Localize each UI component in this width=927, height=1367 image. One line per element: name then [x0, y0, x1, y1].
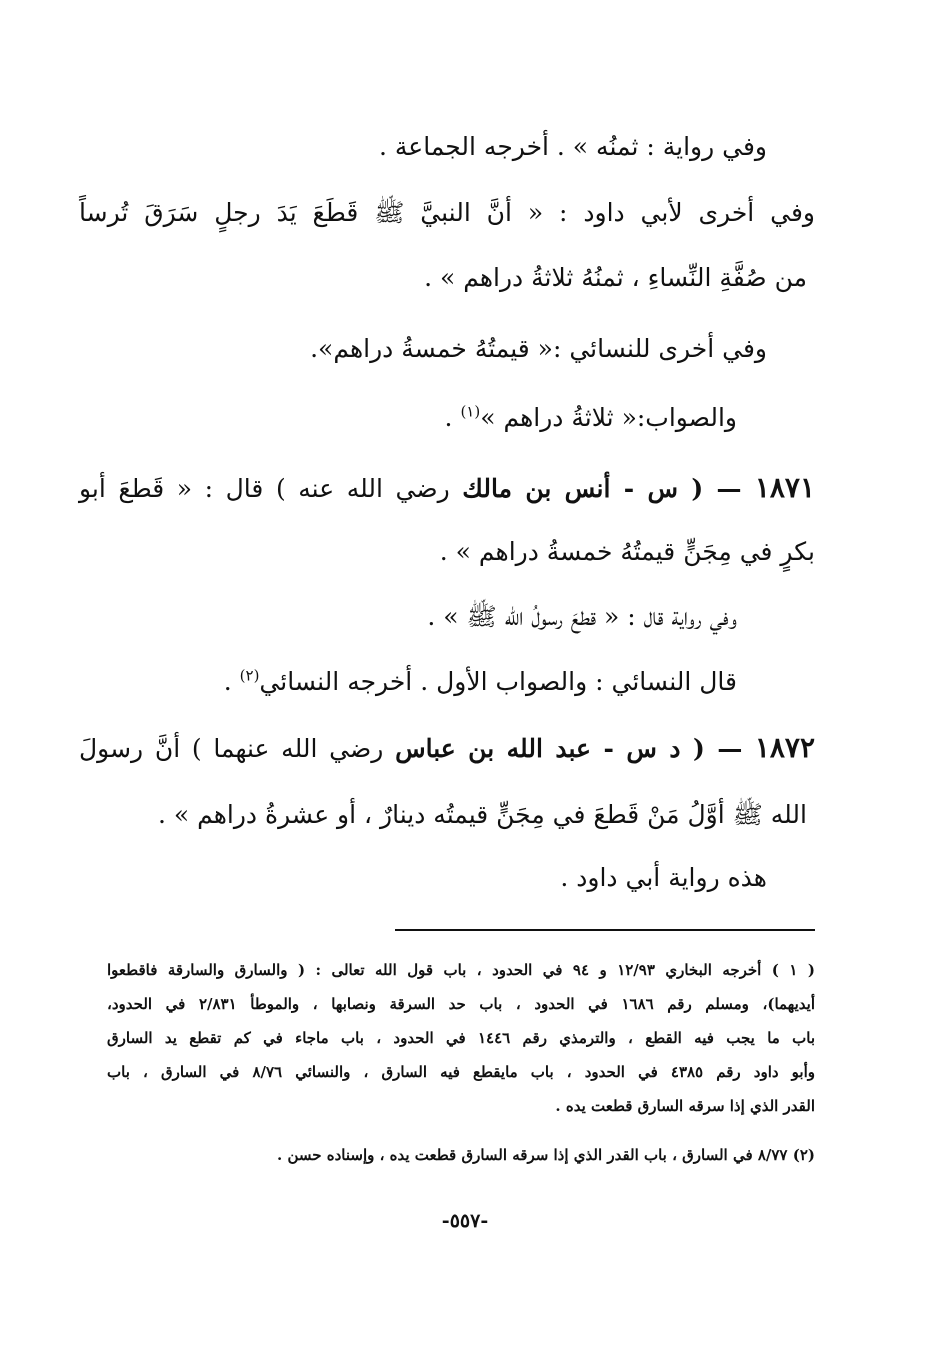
footnote-1-line-3: [107, 1026, 815, 1050]
footnote-separator: [395, 929, 815, 931]
footnote-1-line-2-text: أيديهما)، ومسلم رقم ١٦٨٦ في الحدود ، باب حد السرقة ونصابها ، والموطأ ٢/٨٣١ في الحدود،: [107, 995, 815, 1013]
footnote-2-text: (٢) ٨/٧٧ في السارق ، باب القدر الذي إذا سرقه السارق قطعت يده ، وإسناده حسن .: [277, 1146, 815, 1164]
hadith-1871-source: — ( س - أنس بن مالك: [462, 474, 755, 503]
hadith-number-1871: ١٨٧١: [754, 471, 815, 504]
text-line-9-content: قال النسائي : والصواب الأول . أخرجه النسائي: [259, 667, 737, 696]
hadith-1871-text: رضي الله عنه ) قال : « قَطعَ أبو: [79, 474, 463, 503]
text-line-5: [445, 398, 737, 438]
text-line-8: [427, 597, 737, 637]
footnote-marker-2[interactable]: (٢): [239, 666, 260, 685]
text-line-1-content: وفي رواية : ثمنُه » . أخرجه الجماعة .: [378, 132, 767, 161]
text-line-7: [440, 532, 815, 572]
hadith-number-1872: ١٨٧٢: [754, 731, 815, 764]
text-line-7-content: بكرٍ في مِجَنٍّ قيمتُهُ خمسةُ دراهم » .: [439, 537, 815, 566]
footnote-1-line-4-text: وأبو داود رقم ٤٣٨٥ في الحدود ، باب مايقطع فيه السارق ، والنسائي ٨/٧٦ في السارق ، باب: [107, 1063, 815, 1081]
text-line-2: [79, 193, 815, 233]
text-line-11-content: الله ﷺ أوَّلُ مَنْ قَطعَ في مِجَنٍّ قيمتُه دينارٌ ، أو عشرةُ دراهم » .: [157, 800, 807, 829]
text-line-12-content: هذه رواية أبي داود .: [560, 863, 767, 892]
text-line-8-content: وفي رواية قال : « قطعَ رسولُ الله ﷺ » .: [427, 602, 737, 631]
footnote-1-line-1-text: ( ١ ) أخرجه البخاري ١٢/٩٣ و ٩٤ في الحدود ، باب قول الله تعالى : ( والسارق والسارقة فاقطعوا: [107, 961, 815, 979]
text-line-2-content: وفي أخرى لأبي داود : « أنَّ النبيَّ ﷺ قَطَعَ يَدَ رجلٍ سَرَقَ تُرساً: [79, 198, 815, 227]
footnote-1-line-5: [555, 1094, 815, 1118]
footnote-1-line-4: [107, 1060, 815, 1084]
text-line-5-end: .: [444, 403, 461, 432]
text-line-9-end: .: [223, 667, 240, 696]
footnote-1-line-3-text: باب ما يجب فيه القطع ، والترمذي رقم ١٤٤٦ في الحدود ، باب ماجاء في كم تقطع يد السارق: [107, 1029, 815, 1047]
text-line-12: [560, 858, 767, 898]
footnote-2: [277, 1143, 815, 1167]
text-line-1: [379, 127, 767, 167]
hadith-1872-heading: [79, 728, 815, 769]
footnote-1-line-5-text: القدر الذي إذا سرقه السارق قطعت يده .: [555, 1097, 815, 1115]
footnote-marker-1[interactable]: (١): [460, 402, 481, 421]
text-line-5-content: والصواب:« ثلاثةُ دراهم »: [480, 403, 737, 432]
hadith-1872-text: رضي الله عنهما ) أنَّ رسولَ: [79, 734, 396, 763]
footnote-1-line-2: [107, 992, 815, 1016]
hadith-1872-source: — ( د س - عبد الله بن عباس: [395, 734, 755, 763]
text-line-4: [310, 329, 767, 369]
text-line-3-content: من صُفَّةِ النِّساءِ ، ثمنُهُ ثلاثةُ دراهم » .: [424, 263, 807, 292]
text-line-9: [224, 662, 737, 702]
text-line-11: [158, 795, 807, 835]
text-line-3: [424, 258, 807, 298]
hadith-1871-heading: [79, 468, 815, 509]
text-line-4-content: وفي أخرى للنسائي :« قيمتُهُ خمسةُ دراهم».: [310, 334, 767, 363]
page-number: -٥٥٧-: [441, 1210, 489, 1232]
footnote-1-line-1: [107, 958, 815, 982]
